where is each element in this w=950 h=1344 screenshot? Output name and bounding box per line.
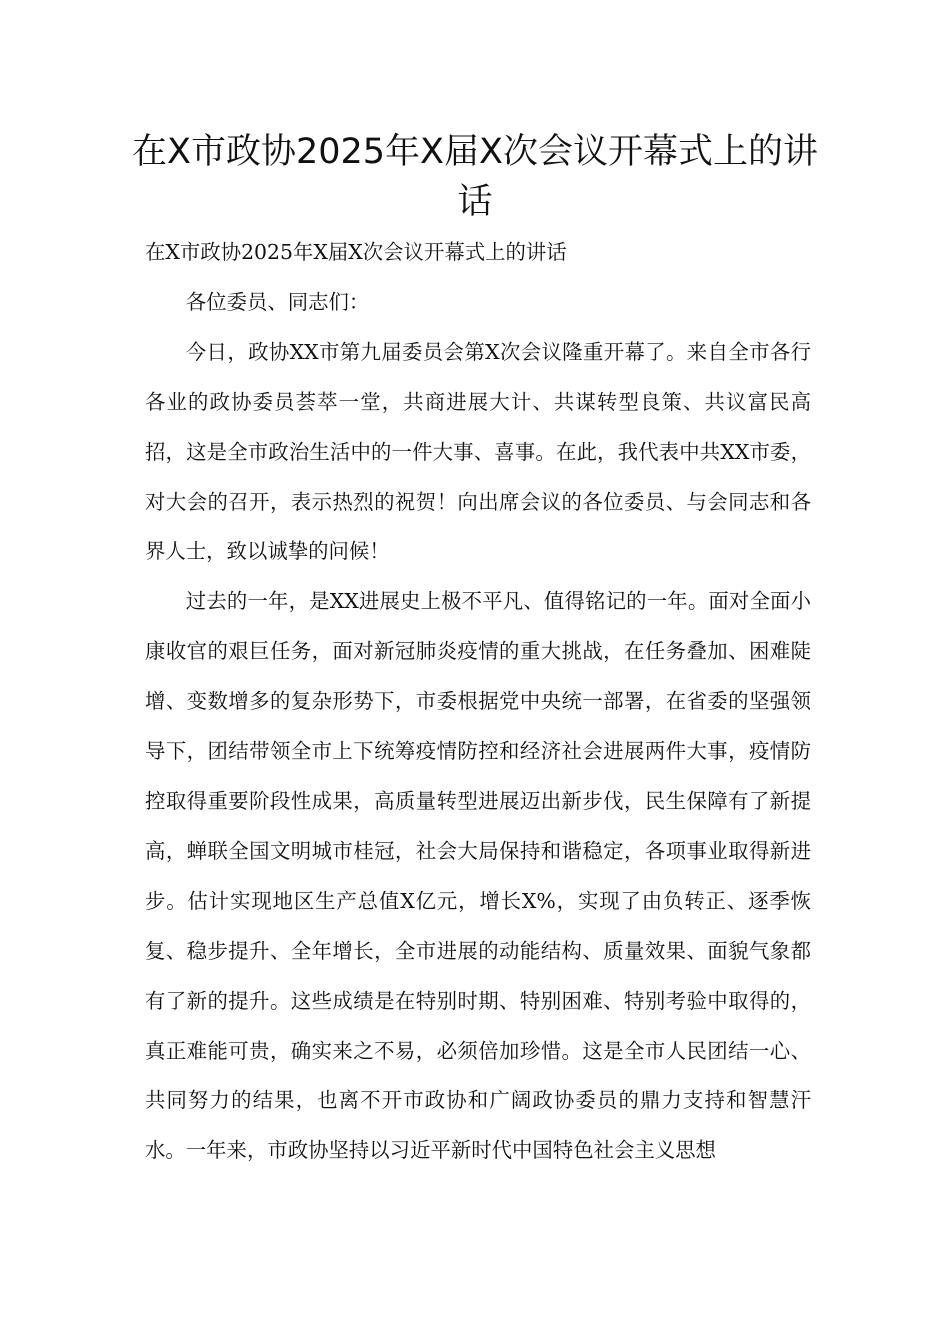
paragraph: 今日，政协XX市第九届委员会第X次会议隆重开幕了。来自全市各行各业的政协委员荟萃一堂，共商进展大计、共谋转型良策、共议富民高招，这是全市政治生活中的一件大事、喜事。在此，我代表中共XX市委，对大会的召开，表示热烈的祝贺！向出席会议的各位委员、与会同志和各界人士，致以诚挚的问候！ bbox=[145, 339, 811, 564]
document-subtitle: 在X市政协2025年X届X次会议开幕式上的讲话 bbox=[145, 240, 567, 264]
document-title: 在X市政协2025年X届X次会议开幕式上的讲话 bbox=[131, 132, 818, 222]
salutation: 各位委员、同志们： bbox=[185, 289, 370, 314]
paragraph: 过去的一年，是XX进展史上极不平凡、值得铭记的一年。面对全面小康收官的艰巨任务，面对新冠肺炎疫情的重大挑战，在任务叠加、困难陡增、变数增多的复杂形势下，市委根据党中央统一部署，在省委的坚强领导下，团结带领全市上下统筹疫情防控和经济社会进展两件大事，疫情防控取得重要阶段性成果，高质量转型进展迈出新步伐，民生保障有了新提高，蝉联全国文明城市桂冠，社会大局保持和谐稳定，各项事业取得新进步。估计实现地区生产总值X亿元，增长X%，实现了由负转正、逐季恢复、稳步提升、全年增长，全市进展的动能结构、质量效果、面貌气象都有了新的提升。这些成绩是在特别时期、特别困难、特别考验中取得的，真正难能可贵，确实来之不易，必须倍加珍惜。这是全市人民团结一心、共同努力的结果，也离不开市政协和广阔政协委员的鼎力支持和智慧汗水。一年来，市政协坚持以习近平新时代中国特色社会主义思想 bbox=[145, 589, 811, 1163]
document-body bbox=[145, 228, 811, 1176]
